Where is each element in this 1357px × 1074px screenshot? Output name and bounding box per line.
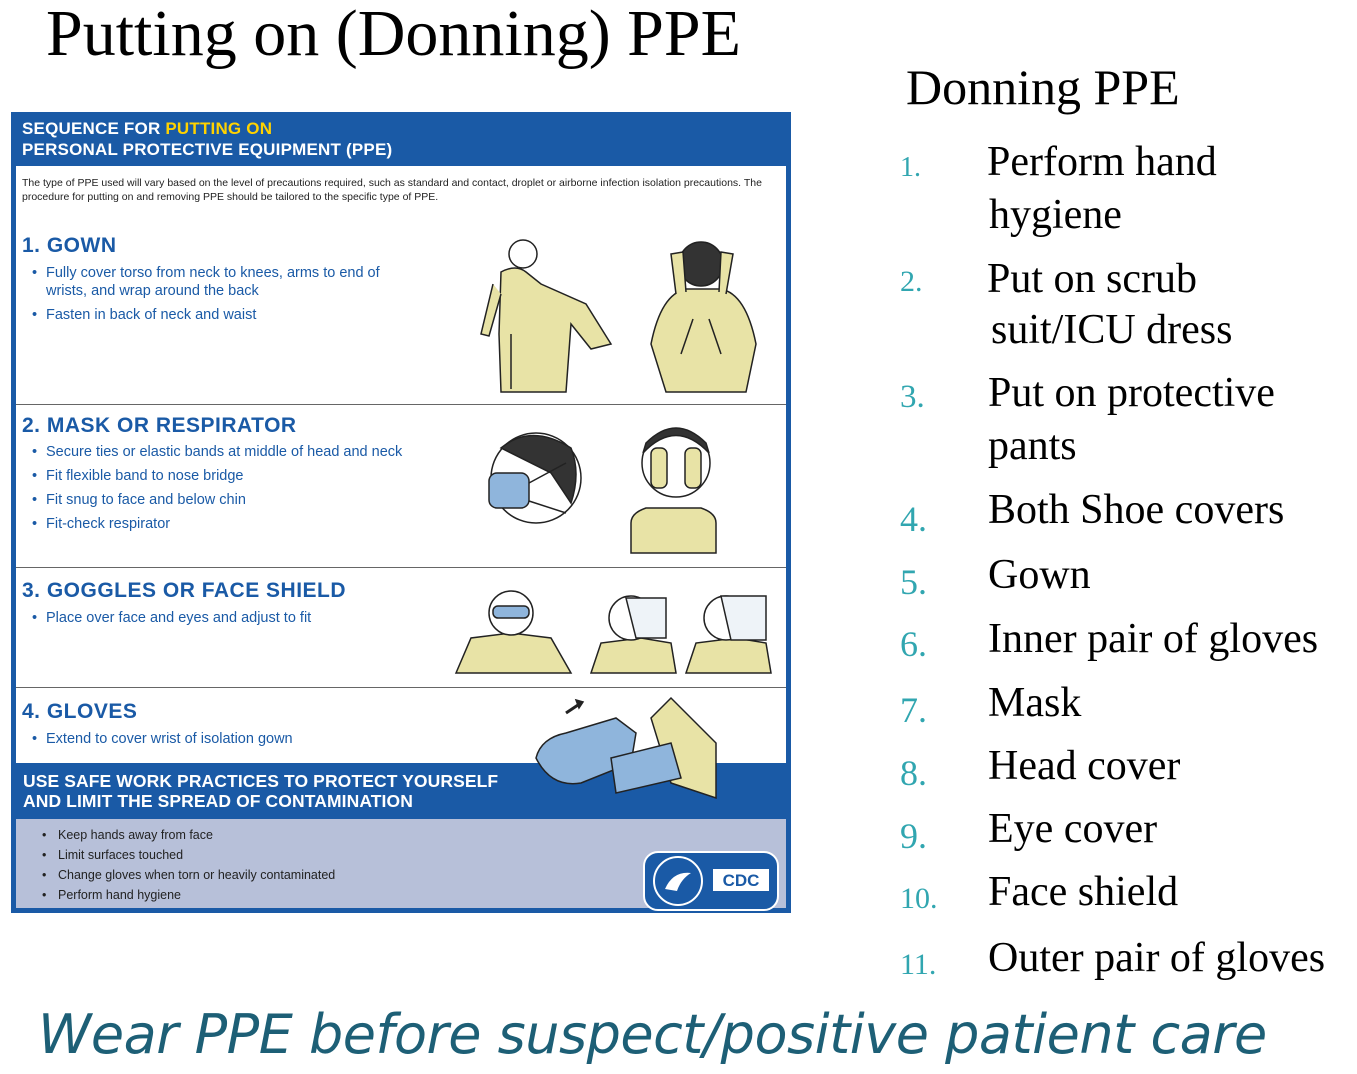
goggles-illustration xyxy=(451,578,781,688)
section-gown xyxy=(16,224,786,405)
bullet: • Extend to cover wrist of isolation gown xyxy=(30,730,410,748)
cdc-logo-icon xyxy=(643,851,779,911)
poster-footer-line2: AND LIMIT THE SPREAD OF CONTAMINATION xyxy=(23,791,413,811)
step-text: Gown xyxy=(988,552,1091,598)
gown-illustration xyxy=(471,224,781,404)
step-text: Head cover xyxy=(988,743,1181,789)
bullet: • Fully cover torso from neck to knees, arms to end of wrists, and wrap around the back xyxy=(30,264,410,300)
section-title: 1. GOWN xyxy=(22,234,117,257)
step-text: pants xyxy=(988,423,1077,469)
bullet: • Fasten in back of neck and waist xyxy=(30,306,410,324)
step-text: Outer pair of gloves xyxy=(988,935,1326,981)
step-number: 3. xyxy=(900,379,925,415)
section-bullets xyxy=(30,609,410,633)
section-bullets xyxy=(30,443,410,539)
bullet: • Fit flexible band to nose bridge xyxy=(30,467,410,485)
bullet: • Place over face and eyes and adjust to fit xyxy=(30,609,410,627)
section-goggles xyxy=(16,568,786,688)
step-number: 1. xyxy=(900,152,921,183)
poster-intro: The type of PPE used will vary based on the level of precautions required, such as standard and contact, droplet or airborne infection isolation precautions. The procedure for putting on and removing PPE should be tailored to the specific type of PPE. xyxy=(22,177,762,203)
step-number: 4. xyxy=(900,499,927,539)
step-number: 5. xyxy=(900,562,927,602)
step-text: Eye cover xyxy=(988,806,1158,852)
cdc-logo-text: CDC xyxy=(722,871,760,890)
tips-list xyxy=(38,825,335,905)
poster-header xyxy=(11,112,791,166)
step-text: suit/ICU dress xyxy=(991,307,1233,353)
step-text: hygiene xyxy=(989,192,1122,238)
poster-header-highlight: PUTTING ON xyxy=(165,119,273,138)
slide-title: Putting on (Donning) PPE xyxy=(46,0,741,70)
step-text: Perform hand xyxy=(987,139,1217,185)
step-number: 9. xyxy=(900,816,927,856)
step-number: 2. xyxy=(900,265,923,298)
section-title: 3. GOGGLES OR FACE SHIELD xyxy=(22,579,347,602)
step-text: Face shield xyxy=(988,869,1179,915)
step-text: Both Shoe covers xyxy=(988,487,1285,533)
step-number: 8. xyxy=(900,753,927,793)
cdc-ppe-poster xyxy=(11,112,791,913)
tip-item: • Perform hand hygiene xyxy=(38,885,335,905)
tip-item: • Keep hands away from face xyxy=(38,825,335,845)
step-number: 6. xyxy=(900,624,927,664)
donning-title: Donning PPE xyxy=(906,59,1180,115)
poster-tips xyxy=(16,819,786,908)
section-bullets xyxy=(30,730,410,754)
poster-header-prefix: SEQUENCE FOR xyxy=(22,119,166,138)
bullet: • Fit-check respirator xyxy=(30,515,410,533)
bullet: • Fit snug to face and below chin xyxy=(30,491,410,509)
section-bullets xyxy=(30,264,410,330)
section-gloves xyxy=(16,688,786,763)
step-text: Inner pair of gloves xyxy=(988,616,1319,662)
step-number: 7. xyxy=(900,690,927,730)
poster-header-line2: PERSONAL PROTECTIVE EQUIPMENT (PPE) xyxy=(22,140,393,159)
step-number: 11. xyxy=(900,948,937,981)
step-number: 10. xyxy=(900,882,938,915)
step-text: Put on scrub xyxy=(987,256,1197,302)
section-mask xyxy=(16,405,786,568)
poster-footer xyxy=(11,763,791,819)
section-title: 4. GLOVES xyxy=(22,700,138,723)
bullet: • Secure ties or elastic bands at middle of head and neck xyxy=(30,443,410,461)
tip-item: • Change gloves when torn or heavily contaminated xyxy=(38,865,335,885)
poster-body xyxy=(16,166,786,763)
tip-item: • Limit surfaces touched xyxy=(38,845,335,865)
mask-illustration xyxy=(471,413,781,563)
slide-footer-note: Wear PPE before suspect/positive patient care xyxy=(38,1003,1267,1066)
step-text: Put on protective xyxy=(988,370,1275,416)
step-text: Mask xyxy=(988,680,1082,726)
section-title: 2. MASK OR RESPIRATOR xyxy=(22,414,297,437)
poster-footer-line1: USE SAFE WORK PRACTICES TO PROTECT YOURSELF xyxy=(23,771,499,791)
